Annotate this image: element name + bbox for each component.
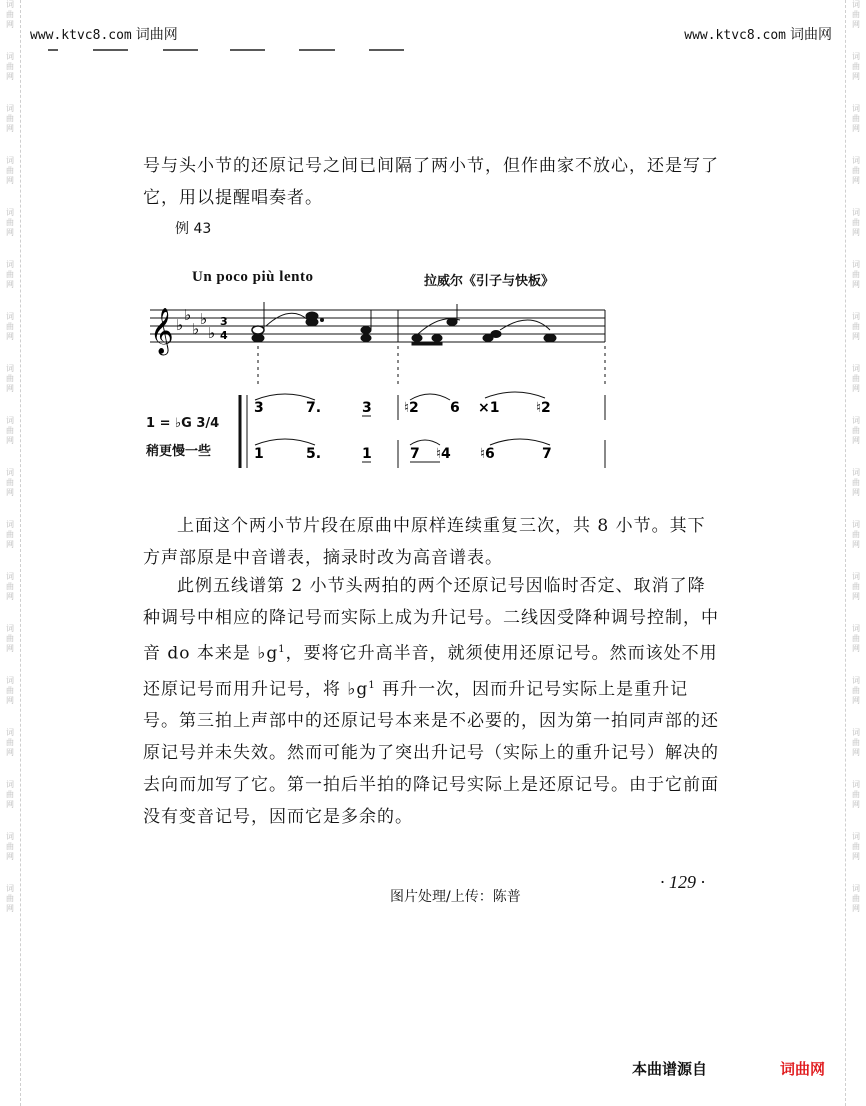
staff-lines [150,310,605,342]
paragraph-1 [143,150,723,214]
watermark-block [6,676,14,706]
watermark-glyph: 网 [6,748,14,757]
watermark-glyph: 曲 [852,582,860,591]
example-label: 例 43 [175,221,212,237]
watermark-glyph: 曲 [852,62,860,71]
note-flat-g-2: ♭g [347,679,369,700]
watermark-glyph: 词 [6,52,14,61]
watermark-glyph: 曲 [6,114,14,123]
watermark-glyph: 网 [6,384,14,393]
header-right-site-name: 词曲网 [790,27,832,43]
watermark-glyph: 词 [6,312,14,321]
watermark-glyph: 网 [852,228,860,237]
note-flat-g-1: ♭g [257,643,279,664]
watermark-block [6,520,14,550]
watermark-block [852,364,860,394]
watermark-glyph: 网 [852,436,860,445]
watermark-glyph: 曲 [6,790,14,799]
time-signature-top: 3 [220,315,228,328]
tempo-marking: Un poco più lento [192,269,314,285]
watermark-glyph: 网 [852,488,860,497]
watermark-glyph: 曲 [6,582,14,591]
watermark-glyph: 网 [6,540,14,549]
jianpu-upper-7: ♮2 [536,400,551,416]
watermark-glyph: 词 [6,260,14,269]
watermark-block [6,52,14,82]
watermark-glyph: 网 [6,176,14,185]
header-left [30,24,178,44]
watermark-block [852,104,860,134]
watermark-glyph: 词 [852,728,860,737]
watermark-glyph: 词 [852,572,860,581]
time-signature-bottom: 4 [220,329,228,342]
watermark-glyph: 曲 [6,426,14,435]
jianpu-lower-4: 7 [410,446,420,462]
watermark-glyph: 词 [6,364,14,373]
watermark-glyph: 曲 [6,374,14,383]
svg-text:♭: ♭ [200,310,208,328]
watermark-glyph: 词 [6,104,14,113]
svg-text:♭: ♭ [184,306,192,324]
watermark-glyph: 曲 [852,218,860,227]
svg-text:♭: ♭ [192,320,200,338]
watermark-glyph: 词 [6,520,14,529]
note-flat-g-1-octave: 1 [278,644,286,655]
watermark-glyph: 词 [852,208,860,217]
watermark-glyph: 词 [6,416,14,425]
watermark-block [6,312,14,342]
watermark-glyph: 曲 [6,686,14,695]
watermark-glyph: 网 [852,20,860,29]
jianpu-upper-5: 6 [450,400,460,416]
jianpu-lower-2: 5. [306,446,322,462]
watermark-block [852,624,860,654]
watermark-glyph: 曲 [852,374,860,383]
watermark-glyph: 曲 [6,738,14,747]
watermark-glyph: 曲 [6,166,14,175]
left-watermark-strip [3,0,17,1106]
watermark-glyph: 词 [6,208,14,217]
jianpu-upper-6: ×1 [478,400,500,416]
watermark-glyph: 曲 [6,842,14,851]
watermark-glyph: 词 [852,468,860,477]
watermark-block [6,780,14,810]
paragraph-3-part-1: 此例五线谱第 2 小节头两拍的两个还原记号因临时否定、取消了降种调号中相应的降记号而实际上成为升记号。二线因受降种调号控制，中音 do 本来是 [143,576,719,664]
watermark-glyph: 网 [6,280,14,289]
watermark-glyph: 网 [6,488,14,497]
watermark-glyph: 曲 [852,530,860,539]
jianpu-upper-3: 3 [362,400,372,416]
measure-1-notes [252,302,371,342]
watermark-block [6,572,14,602]
watermark-glyph: 曲 [6,322,14,331]
watermark-block [6,416,14,446]
watermark-glyph: 网 [852,800,860,809]
watermark-block [852,312,860,342]
footer-source-label: 本曲谱源自 [632,1060,708,1078]
watermark-glyph: 曲 [852,894,860,903]
footer-site-link[interactable]: 词曲网 [780,1060,826,1078]
paragraph-3-text [143,570,723,833]
watermark-glyph: 曲 [6,478,14,487]
watermark-glyph: 网 [852,904,860,913]
watermark-block [852,156,860,186]
watermark-block [6,884,14,914]
watermark-block [6,0,14,30]
watermark-glyph: 网 [6,904,14,913]
watermark-block [6,832,14,862]
watermark-glyph: 词 [6,468,14,477]
watermark-glyph: 曲 [6,62,14,71]
composer-credit: 拉威尔《引子与快板》 [424,274,555,289]
watermark-glyph: 曲 [6,218,14,227]
header-left-site-name: 词曲网 [135,27,178,43]
watermark-glyph: 曲 [6,894,14,903]
watermark-glyph: 曲 [6,10,14,19]
watermark-block [852,728,860,758]
watermark-glyph: 词 [852,52,860,61]
watermark-glyph: 词 [852,676,860,685]
jianpu-upper-4: ♮2 [404,400,419,416]
paragraph-3-part-3: 再升一次，因而升记号实际上是重升记号。第三拍上声部中的还原记号本来是不必要的，因为第一拍同声部的还原记号并未失效。然而可能为了突出升记号（实际上的重升记号）解决的去向而加写了它。第一拍后半拍的降记号实际上是还原记号。由于它前面没有变音记号，因而它是多余的。 [143,679,719,828]
image-credit: 图片处理/上传：陈普 [390,889,521,905]
watermark-glyph: 曲 [852,790,860,799]
watermark-glyph: 曲 [852,270,860,279]
watermark-glyph: 词 [6,884,14,893]
watermark-glyph: 词 [852,364,860,373]
watermark-glyph: 曲 [852,114,860,123]
key-signature-flats [176,306,215,342]
jianpu-upper-2: 7. [306,400,322,416]
watermark-glyph: 网 [6,20,14,29]
right-dashed-border [845,0,846,1106]
watermark-glyph: 词 [6,624,14,633]
watermark-glyph: 曲 [852,686,860,695]
watermark-glyph: 网 [6,332,14,341]
watermark-glyph: 网 [6,124,14,133]
watermark-glyph: 网 [852,384,860,393]
header-right [684,24,832,44]
watermark-glyph: 曲 [6,530,14,539]
watermark-glyph: 网 [852,696,860,705]
watermark-glyph: 网 [852,644,860,653]
watermark-glyph: 网 [6,436,14,445]
jianpu-lower-1: 1 [254,446,264,462]
watermark-block [852,520,860,550]
watermark-glyph: 网 [852,592,860,601]
key-signature-label: 1 = ♭G 3/4 [146,416,220,431]
watermark-block [852,260,860,290]
jianpu-lower-6: ♮6 [480,446,495,462]
watermark-glyph: 词 [852,156,860,165]
watermark-glyph: 词 [6,676,14,685]
watermark-glyph: 网 [852,176,860,185]
watermark-glyph: 网 [852,332,860,341]
watermark-glyph: 曲 [852,10,860,19]
watermark-block [852,468,860,498]
treble-clef-icon: 𝄞 [150,308,174,354]
tempo-chinese-label: 稍更慢一些 [146,444,212,459]
paragraph-3-part-2: ，要将它升高半音，就须使用还原记号。然而该处不用还原记号而用升记号，将 [143,643,718,700]
watermark-glyph: 网 [852,124,860,133]
jianpu-slurs [255,392,550,445]
page-number: · 129 · [660,872,705,892]
note-flat-g-2-octave: 1 [368,679,376,691]
jianpu-lower-3: 1 [362,446,372,462]
watermark-glyph: 词 [6,780,14,789]
header-right-url[interactable]: www.ktvc8.com [684,28,786,43]
watermark-block [6,468,14,498]
watermark-glyph: 网 [6,72,14,81]
paragraph-1-text: 号与头小节的还原记号之间已间隔了两小节，但作曲家不放心，还是写了它，用以提醒唱奏者。 [143,156,719,208]
watermark-glyph: 网 [6,592,14,601]
watermark-block [852,416,860,446]
guide-lines [258,346,605,385]
watermark-glyph: 词 [852,260,860,269]
jianpu-upper-1: 3 [254,400,264,416]
watermark-glyph: 曲 [852,634,860,643]
watermark-block [852,884,860,914]
watermark-glyph: 网 [852,852,860,861]
watermark-glyph: 曲 [852,478,860,487]
jianpu-lower-7: 7 [542,446,552,462]
watermark-block [6,728,14,758]
watermark-glyph: 词 [852,104,860,113]
watermark-glyph: 网 [6,228,14,237]
watermark-block [852,572,860,602]
watermark-block [852,780,860,810]
watermark-glyph: 词 [6,728,14,737]
watermark-glyph: 网 [852,540,860,549]
watermark-glyph: 词 [852,520,860,529]
watermark-glyph: 词 [852,624,860,633]
watermark-glyph: 曲 [852,842,860,851]
paragraph-2-text: 上面这个两小节片段在原曲中原样连续重复三次，共 8 小节。其下方声部原是中音谱表，摘录时改为高音谱表。 [143,516,706,568]
jianpu-lower-5: ♮4 [436,446,451,462]
paragraph-3 [143,570,723,833]
watermark-glyph: 网 [6,852,14,861]
watermark-glyph: 曲 [852,426,860,435]
watermark-glyph: 曲 [852,738,860,747]
watermark-glyph: 曲 [852,166,860,175]
svg-text:♭: ♭ [176,316,184,334]
watermark-glyph: 网 [6,800,14,809]
watermark-glyph: 词 [852,312,860,321]
svg-text:♭: ♭ [208,324,216,342]
watermark-glyph: 词 [6,0,14,9]
watermark-block [6,260,14,290]
watermark-glyph: 网 [6,696,14,705]
watermark-block [852,832,860,862]
watermark-glyph: 曲 [6,270,14,279]
watermark-glyph: 词 [852,0,860,9]
watermark-glyph: 词 [6,572,14,581]
music-score [140,290,620,475]
watermark-block [852,52,860,82]
jianpu-numbers [254,400,552,462]
watermark-block [6,208,14,238]
watermark-glyph: 词 [6,832,14,841]
watermark-block [6,364,14,394]
watermark-block [6,156,14,186]
watermark-glyph: 曲 [6,634,14,643]
watermark-block [852,0,860,30]
watermark-glyph: 曲 [852,322,860,331]
watermark-glyph: 网 [6,644,14,653]
watermark-glyph: 网 [852,748,860,757]
watermark-glyph: 词 [852,780,860,789]
watermark-block [852,676,860,706]
paragraph-2 [143,510,723,574]
watermark-block [6,104,14,134]
watermark-block [852,208,860,238]
watermark-glyph: 网 [852,280,860,289]
watermark-glyph: 词 [852,832,860,841]
watermark-glyph: 词 [852,416,860,425]
watermark-block [6,624,14,654]
header-dash-rule [48,48,408,52]
right-watermark-strip [849,0,863,1106]
watermark-glyph: 词 [6,156,14,165]
left-dashed-border [20,0,21,1106]
watermark-glyph: 网 [852,72,860,81]
watermark-glyph: 词 [852,884,860,893]
header-left-url[interactable]: www.ktvc8.com [30,28,132,43]
